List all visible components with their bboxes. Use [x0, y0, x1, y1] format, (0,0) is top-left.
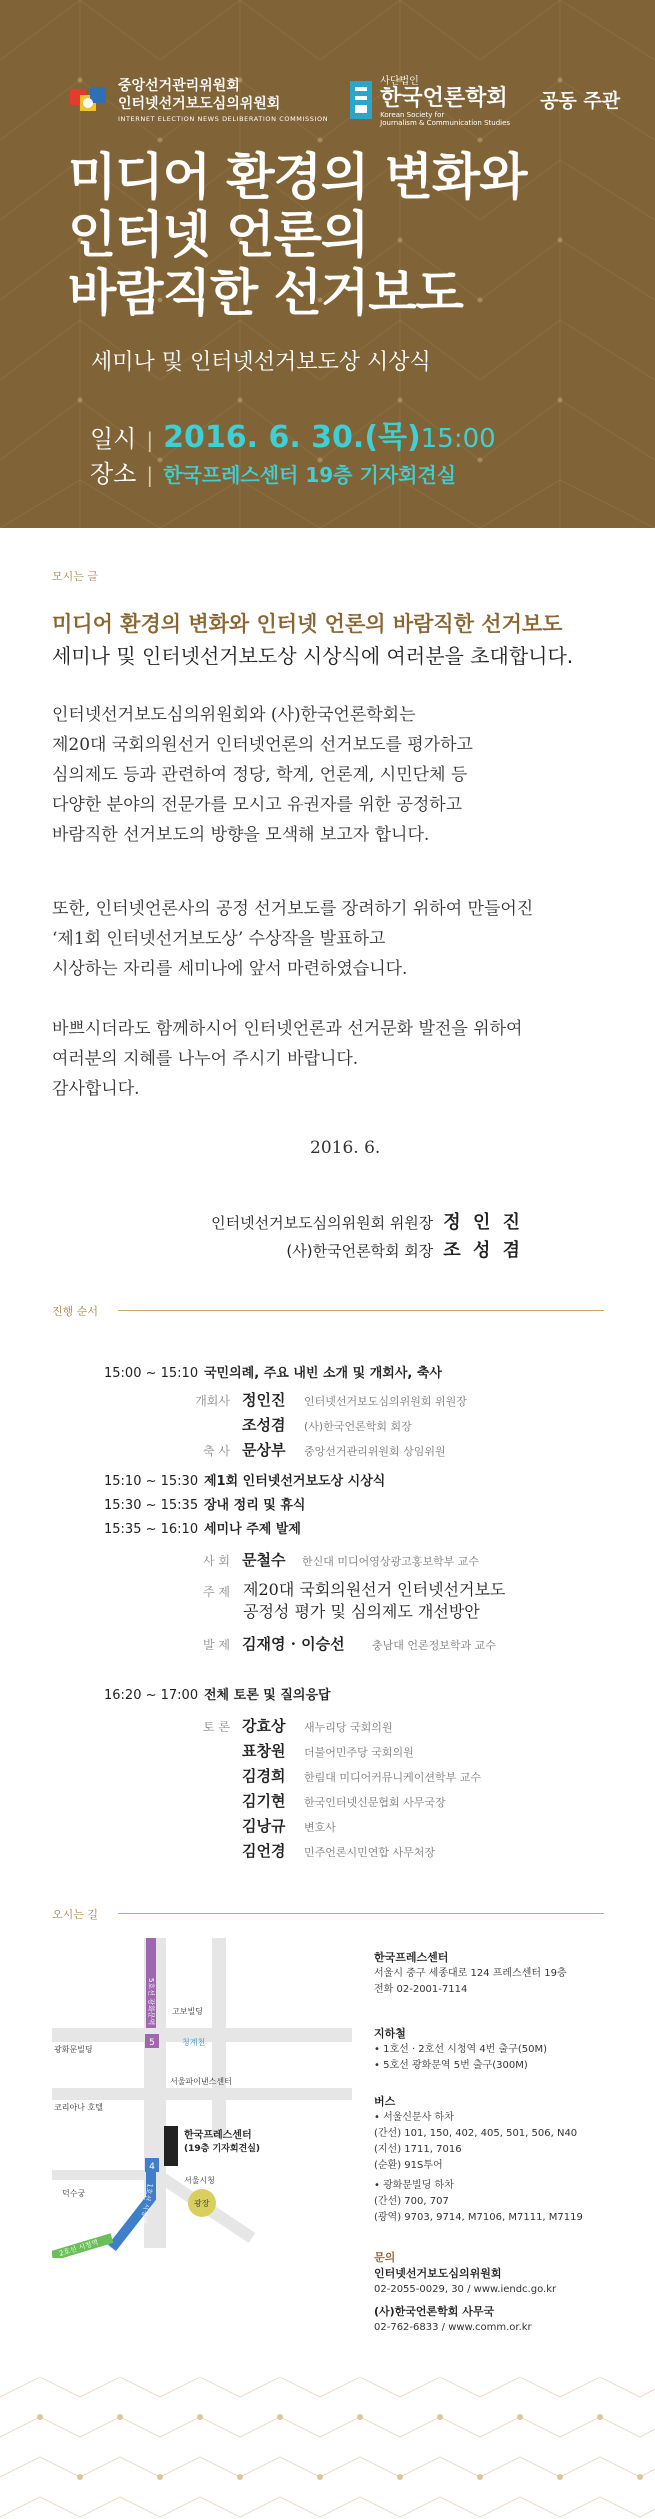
invitation-headline: 미디어 환경의 변화와 인터넷 언론의 바람직한 선거보도	[52, 612, 563, 636]
page-subtitle: 세미나 및 인터넷선거보도상 시상식	[91, 350, 431, 375]
para-line: 인터넷선거보도심의위원회와 (사)한국언론학회는	[52, 705, 416, 725]
seminar-topic	[243, 1579, 505, 1623]
contact-detail: 02-762-6833 / www.comm.or.kr	[374, 2322, 532, 2333]
para-line: 바쁘시더라도 함께하시어 인터넷언론과 선거문화 발전을 위하여	[52, 1019, 523, 1039]
nec-name-line1: 중앙선거관리위원회	[118, 77, 240, 94]
event-location	[90, 454, 456, 489]
invitation-paragraph-1	[52, 700, 473, 850]
program-title: 국민의례, 주요 내빈 소개 및 개회사, 축사	[204, 1366, 442, 1381]
venue-address: 서울시 중구 세종대로 124 프레스센터 19층	[374, 1968, 567, 1979]
program-time: 15:35 ~ 16:10	[104, 1522, 199, 1537]
signer-name: 조 성 겸	[443, 1240, 523, 1261]
separator: |	[146, 463, 154, 487]
bus-line: (간선) 101, 150, 402, 405, 501, 506, N40	[374, 2128, 578, 2139]
map-label: 덕수궁	[62, 2189, 86, 2198]
bus-line: (순환) 91S투어	[374, 2160, 443, 2171]
person-name: 김재영 · 이승선	[242, 1635, 345, 1653]
title-line-3: 바람직한 선거보도	[68, 264, 463, 322]
cohost-label: 공동 주관	[540, 90, 621, 112]
bus-line: (간선) 700, 707	[374, 2196, 449, 2207]
role-label: 토 론	[203, 1720, 230, 1734]
bus-line: (광역) 9703, 9714, M7106, M7111, M7119	[374, 2212, 583, 2223]
person-name: 김언경	[242, 1842, 286, 1860]
map-label: 서울시청	[184, 2176, 215, 2185]
person-affiliation: 민주언론시민연합 사무처장	[304, 1846, 436, 1859]
person-affiliation: 더불어민주당 국회의원	[304, 1746, 414, 1759]
program-title: 제1회 인터넷선거보도상 시상식	[204, 1474, 386, 1489]
directions-section-label: 오시는 길	[52, 1908, 99, 1921]
program-time: 15:10 ~ 15:30	[104, 1474, 199, 1489]
bus-line: • 서울신문사 하차	[374, 2112, 454, 2123]
map-label: (19층 기자회견실)	[184, 2144, 261, 2154]
title-line-1: 미디어 환경의 변화와	[68, 148, 527, 206]
person-name: 문상부	[242, 1441, 286, 1459]
person-affiliation: 중앙선거관리위원회 상임위원	[304, 1445, 446, 1458]
venue-phone: 전화 02-2001-7114	[374, 1984, 468, 1995]
signer-2	[286, 1236, 523, 1262]
subway-title: 지하철	[374, 2027, 406, 2040]
program-title: 세미나 주제 발제	[204, 1522, 301, 1537]
subway-line: • 1호선 · 2호선 시청역 4번 출구(50M)	[374, 2044, 547, 2055]
invitation-paragraph-2	[52, 894, 533, 984]
nec-english-name: INTERNET ELECTION NEWS DELIBERATION COMMISSION	[118, 114, 329, 123]
map-label: 광화문빌딩	[54, 2045, 93, 2054]
role-label: 발 제	[203, 1638, 230, 1652]
role-label: 개회사	[195, 1394, 230, 1408]
program-time: 15:30 ~ 15:35	[104, 1498, 199, 1513]
person-affiliation: (사)한국언론학회 회장	[304, 1420, 412, 1433]
person-affiliation: 한신대 미디어영상광고홍보학부 교수	[302, 1555, 480, 1568]
program-item	[104, 1362, 442, 1381]
venue-info	[374, 1950, 567, 1998]
para-line: 여러분의 지혜를 나누어 주시기 바랍니다.	[52, 1049, 359, 1069]
topic-line: 공정성 평가 및 심의제도 개선방안	[243, 1602, 480, 1621]
para-line: 바람직한 선거보도의 방향을 모색해 보고자 합니다.	[52, 825, 430, 845]
signer-org: (사)한국언론학회 회장	[286, 1242, 434, 1260]
map-label: 고보빌딩	[172, 2007, 203, 2016]
person-affiliation: 충남대 언론정보학과 교수	[372, 1639, 496, 1652]
program-item	[104, 1470, 385, 1489]
para-line: ‘제1회 인터넷선거보도상’ 수상작을 발표하고	[52, 929, 386, 949]
contact-title: 문의	[374, 2251, 396, 2264]
person-affiliation: 한국인터넷신문협회 사무국장	[304, 1796, 446, 1809]
person-affiliation: 인터넷선거보도심의위원회 위원장	[304, 1395, 467, 1408]
map-label: 한국프레스센터	[184, 2130, 252, 2141]
venue-title: 한국프레스센터	[374, 1951, 449, 1964]
when-label: 일시	[90, 425, 137, 453]
kscs-english-2: Journalism & Communication Studies	[380, 119, 511, 127]
host-logos	[68, 72, 620, 127]
nec-name-line2: 인터넷선거보도심의위원회	[118, 95, 281, 112]
bus-line: (지선) 1711, 7016	[374, 2144, 462, 2155]
para-line: 또한, 인터넷언론사의 공정 선거보도를 장려하기 위하여 만들어진	[52, 899, 534, 919]
map-label: 청계천	[182, 2038, 206, 2047]
map-label: 코리아나 호텔	[54, 2103, 103, 2112]
bus-line: • 광화문빌딩 하차	[374, 2180, 454, 2191]
para-line: 시상하는 자리를 세미나에 앞서 마련하였습니다.	[52, 959, 408, 979]
person-name: 문철수	[242, 1551, 286, 1569]
map-label: 5호선 광화문역	[147, 1978, 155, 2026]
invitation-date: 2016. 6.	[310, 1138, 381, 1158]
map-label: 2호선 시청역	[58, 2238, 100, 2258]
invitation-headline-2: 세미나 및 인터넷선거보도상 시상식에 여러분을 초대합니다.	[52, 644, 574, 668]
invitation-section-label: 모시는 글	[52, 570, 99, 583]
person-name: 표창원	[242, 1742, 286, 1760]
role-label: 축 사	[203, 1444, 230, 1458]
person-name: 김낭규	[242, 1817, 286, 1835]
map-label: 1호선 시청역	[138, 2182, 154, 2224]
map-label: 서울파이낸스센터	[170, 2077, 232, 2086]
signer-1	[211, 1208, 523, 1234]
program-item	[104, 1494, 305, 1513]
where-label: 장소	[90, 460, 137, 488]
footer-pattern	[0, 2377, 655, 2519]
person-name: 김기현	[242, 1792, 286, 1810]
person-affiliation: 한림대 미디어커뮤니케이션학부 교수	[304, 1771, 482, 1784]
program-section-label: 진행 순서	[52, 1305, 99, 1318]
divider	[118, 1310, 604, 1311]
separator: |	[146, 428, 154, 452]
person-affiliation: 새누리당 국회의원	[304, 1721, 393, 1734]
press-center-building	[164, 2126, 178, 2166]
footer-decoration	[0, 2377, 655, 2519]
contact-detail: 02-2055-0029, 30 / www.iendc.go.kr	[374, 2284, 557, 2295]
role-label: 주 제	[203, 1585, 230, 1599]
program-title: 장내 정리 및 휴식	[204, 1498, 306, 1513]
contact-org: 인터넷선거보도심의위원회	[374, 2267, 502, 2280]
title-line-2: 인터넷 언론의	[68, 206, 369, 264]
para-line: 다양한 분야의 전문가를 모시고 유권자를 위한 공정하고	[52, 795, 463, 815]
person-name: 조성겸	[242, 1416, 286, 1434]
role-label: 사 회	[203, 1554, 230, 1568]
event-time: 15:00	[420, 424, 496, 454]
subway-info	[374, 2026, 547, 2074]
person-name: 정인진	[242, 1391, 286, 1409]
location-map	[52, 1938, 352, 2258]
header-banner	[0, 0, 655, 528]
page-title	[68, 148, 527, 322]
bus-info	[374, 2094, 583, 2226]
person-affiliation: 변호사	[304, 1821, 336, 1834]
map-label: 광장	[194, 2199, 210, 2208]
map-road	[52, 2088, 352, 2100]
program-time: 16:20 ~ 17:00	[104, 1688, 199, 1703]
event-place: 한국프레스센터 19층 기자회견실	[163, 463, 457, 487]
person-name: 강효상	[242, 1717, 286, 1735]
signer-org: 인터넷선거보도심의위원회 위원장	[211, 1214, 434, 1232]
signer-name: 정 인 진	[443, 1212, 523, 1233]
invitation-paragraph-3	[52, 1014, 522, 1104]
nec-logo-icon	[68, 83, 110, 117]
event-date: 2016. 6. 30.(목)	[163, 420, 421, 455]
program-item	[104, 1518, 301, 1537]
kscs-logo	[350, 72, 510, 127]
kscs-english-1: Korean Society for	[380, 111, 445, 119]
exit-5-label: 5	[149, 2038, 155, 2048]
para-line: 제20대 국회의원선거 인터넷언론의 선거보도를 평가하고	[52, 735, 473, 755]
contact-info	[374, 2250, 556, 2336]
divider	[118, 1913, 604, 1914]
program-item	[104, 1684, 331, 1703]
para-line: 감사합니다.	[52, 1079, 140, 1099]
bus-title: 버스	[374, 2095, 396, 2108]
exit-4-label: 4	[149, 2162, 155, 2172]
program-time: 15:00 ~ 15:10	[104, 1366, 199, 1381]
para-line: 심의제도 등과 관련하여 정당, 학계, 언론계, 시민단체 등	[52, 765, 468, 785]
subway-line: • 5호선 광화문역 5번 출구(300M)	[374, 2060, 528, 2071]
person-name: 김경희	[242, 1767, 286, 1785]
kscs-emblem-icon	[350, 81, 372, 119]
program-title: 전체 토론 및 질의응답	[204, 1688, 331, 1703]
topic-line: 제20대 국회의원선거 인터넷선거보도	[243, 1580, 506, 1599]
contact-org: (사)한국언론학회 사무국	[374, 2305, 495, 2318]
event-datetime	[90, 412, 496, 456]
kscs-name: 한국언론학회	[380, 86, 508, 111]
kscs-prefix: 사단법인	[380, 76, 419, 87]
